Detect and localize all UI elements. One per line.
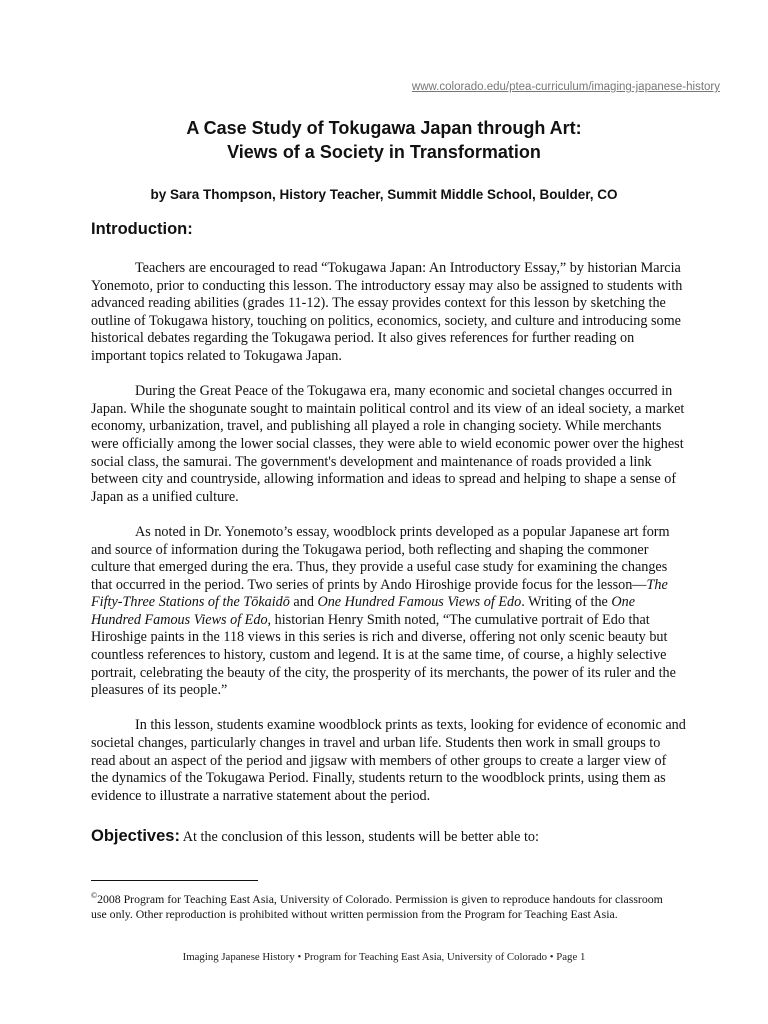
objectives-text: At the conclusion of this lesson, students will be better able to: <box>179 829 539 845</box>
paragraph-1: Teachers are encouraged to read “Tokugawa Japan: An Introductory Essay,” by historian Marcia Yonemoto, prior to conducting this lesson. The introductory essay may also be assigned to students with advanced reading abilities (grades 11-12). The essay provides context for this lesson by sketching the outline of Tokugawa history, touching on politics, economics, society, and culture and introducing some historical debates regarding the Tokugawa period. It also gives references for further reading on important topics related to Tokugawa Japan. <box>91 260 683 364</box>
paragraph-2: During the Great Peace of the Tokugawa era, many economic and societal changes occurred in Japan. While the shogunate sought to maintain political control and its view of an ideal society, a market economy, urbanization, travel, and publishing all played a role in changing society. While merchants were officially among the lower social classes, they were able to wield economic power over the highest social class, the samurai. The government's development and maintenance of roads provided a link between city and countryside, allowing information and ideas to spread and helping to shape a sense of Japan as a unified culture. <box>91 383 685 505</box>
copyright-footnote <box>91 888 681 923</box>
footnote-divider <box>91 880 258 881</box>
footnote-text: 2008 Program for Teaching East Asia, University of Colorado. Permission is given to reproduce handouts for classroom use only. Other reproduction is prohibited without written permission from the Program for Teaching East Asia. <box>91 891 663 922</box>
paragraph-3-text-b: and <box>289 594 318 611</box>
copyright-mark: © <box>91 891 98 900</box>
objectives-line <box>91 827 691 846</box>
author-byline: by Sara Thompson, History Teacher, Summit Middle School, Boulder, CO <box>150 187 618 202</box>
title-line-2: Views of a Society in Transformation <box>227 142 541 162</box>
source-url-link[interactable]: www.colorado.edu/ptea-curriculum/imaging-japanese-history <box>411 81 720 93</box>
document-title <box>0 116 768 164</box>
title-fifty-three-stations: The Fifty-Three Stations of the Tōkaidō <box>91 576 668 611</box>
introduction-heading: Introduction: <box>91 220 193 238</box>
title-hundred-views-2: One Hundred Famous Views of Edo <box>91 594 636 628</box>
title-hundred-views-1: One Hundred Famous Views of Edo <box>317 594 522 611</box>
paragraph-3-text-d: , historian Henry Smith noted, “The cumulative portrait of Edo that Hiroshige paints in the 118 views in this series is rich and diverse, offering not only scenic beauty but countless references to history, custom and legend. It is at the same time, of course, a highly selective portrait, celebrating the beauty of the city, the prosperity of its merchants, the power of its ruler and the pleasures of its people.” <box>91 611 676 699</box>
paragraph-4: In this lesson, students examine woodblock prints as texts, looking for evidence of economic and societal changes, particularly changes in travel and urban life. Students then work in small groups to read about an aspect of the period and jigsaw with members of other groups to create a larger view of the dynamics of the Tokugawa Period. Finally, students return to the woodblock prints, using them as evidence to illustrate a narrative statement about the period. <box>91 717 686 804</box>
objectives-heading: Objectives: <box>91 827 180 845</box>
paragraph-3-text-a: As noted in Dr. Yonemoto’s essay, woodblock prints developed as a popular Japanese art form and source of information during the Tokugawa period, both reflecting and shaping the commoner culture that emerged during the era. Thus, they provide a useful case study for examining the changes that occurred in the period. Two series of prints by Ando Hiroshige provide focus for the lesson— <box>91 523 670 593</box>
paragraph-3-text-c: . Writing of the <box>521 594 612 611</box>
page-footer: Imaging Japanese History • Program for Teaching East Asia, University of Colorado • Page 1 <box>182 951 586 963</box>
title-line-1: A Case Study of Tokugawa Japan through Art: <box>186 118 582 138</box>
paragraph-3 <box>91 524 687 700</box>
introduction-body <box>91 260 687 823</box>
